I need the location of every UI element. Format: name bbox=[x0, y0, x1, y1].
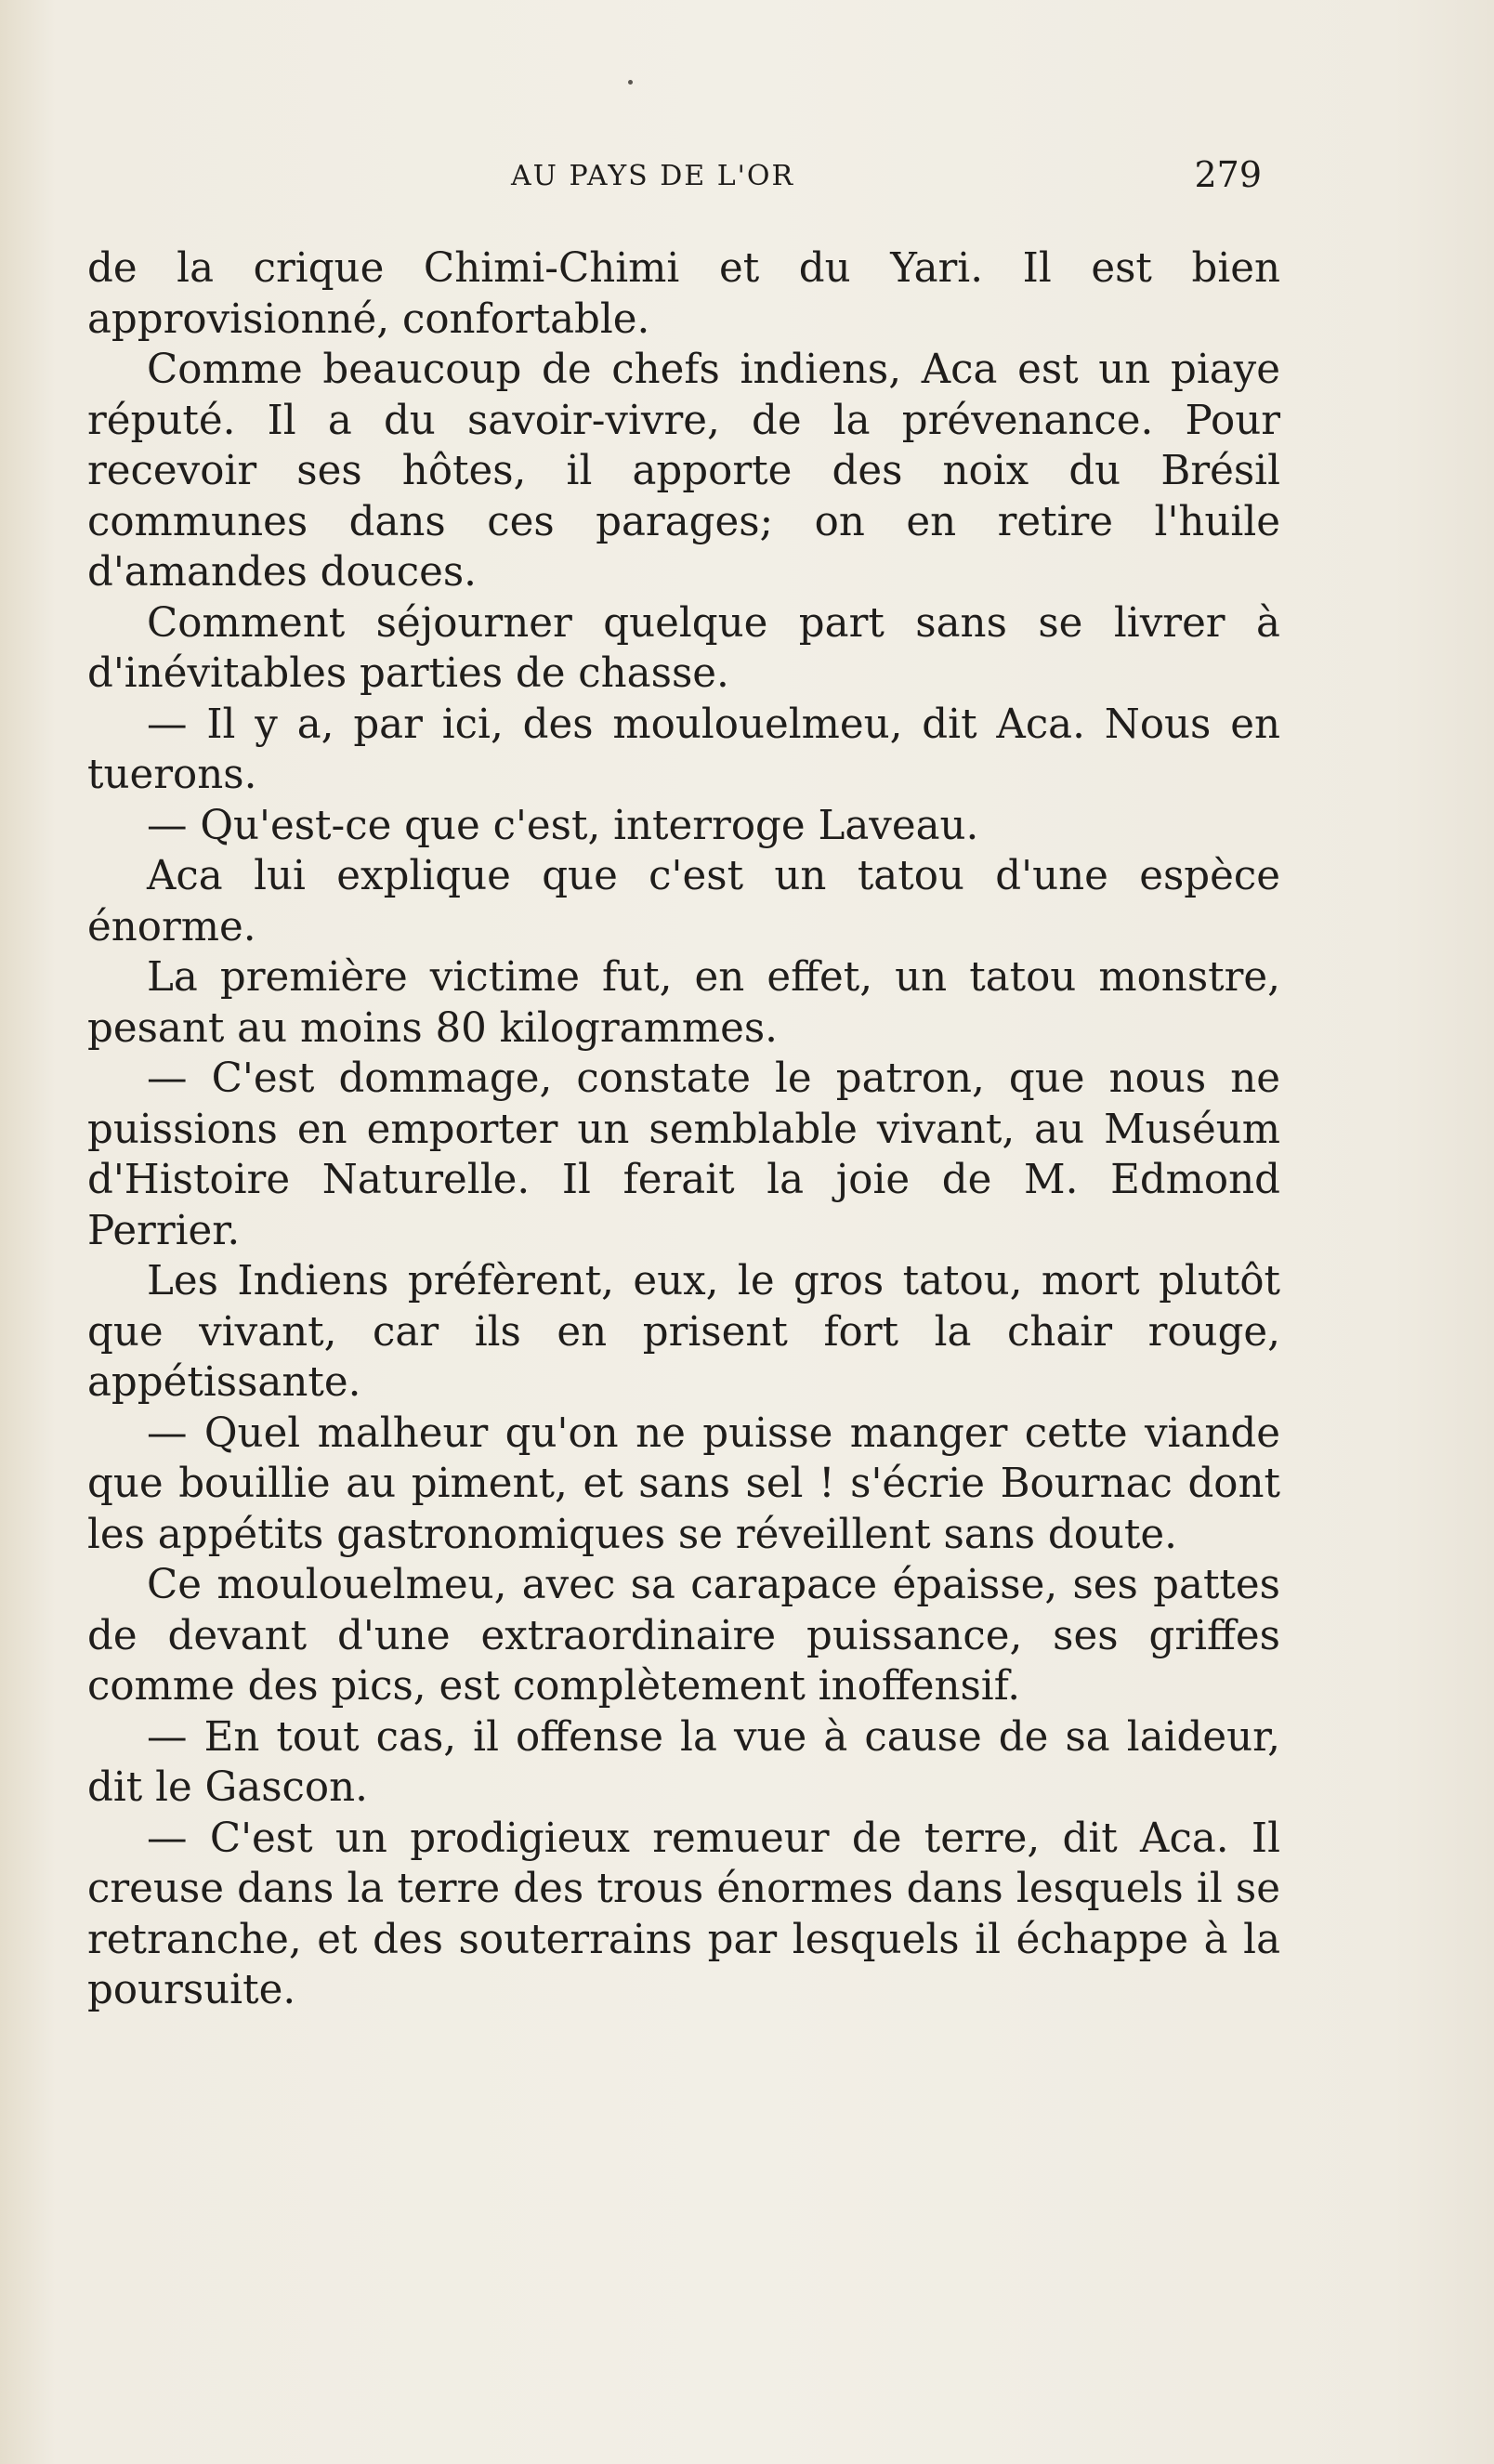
body-text bbox=[87, 243, 1280, 2016]
page-header bbox=[502, 154, 1262, 201]
paragraph: Comme beaucoup de chefs indiens, Aca est un piaye réputé. Il a du savoir-vivre, de la prévenance. Pour recevoir ses hôtes, il apporte des noix du Brésil communes dans ces parages; on en retire l'huile d'amandes douces. bbox=[87, 347, 1280, 596]
paragraph: — Il y a, par ici, des moulouelmeu, dit Aca. Nous en tuerons. bbox=[87, 701, 1280, 798]
page-number: 279 bbox=[1194, 154, 1262, 195]
paragraph: — En tout cas, il offense la vue à cause de sa laideur, dit le Gascon. bbox=[87, 1713, 1280, 1811]
paragraph: Ce moulouelmeu, avec sa carapace épaisse, ses pattes de devant d'une extraordinaire puissance, ses griffes comme des pics, est complètement inoffensif. bbox=[87, 1562, 1280, 1710]
paragraph: — C'est dommage, constate le patron, que nous ne puissions en emporter un semblable vivant, au Muséum d'Histoire Naturelle. Il ferait la joie de M. Edmond Perrier. bbox=[87, 1055, 1280, 1254]
paragraph: Comment séjourner quelque part sans se livrer à d'inévitables parties de chasse. bbox=[87, 599, 1280, 697]
paragraph: Aca lui explique que c'est un tatou d'une espèce énorme. bbox=[87, 853, 1280, 950]
paragraph: de la crique Chimi-Chimi et du Yari. Il est bien approvisionné, confortable. bbox=[87, 245, 1280, 343]
paragraph: Les Indiens préfèrent, eux, le gros tatou, mort plutôt que vivant, car ils en prisent fort la chair rouge, appétissante. bbox=[87, 1258, 1280, 1406]
paragraph: — Qu'est-ce que c'est, interroge Laveau. bbox=[147, 802, 979, 849]
paragraph: La première victime fut, en effet, un tatou monstre, pesant au moins 80 kilogrammes. bbox=[87, 954, 1280, 1052]
paragraph: — Quel malheur qu'on ne puisse manger cette viande que bouillie au piment, et sans sel ! s'écrie Bournac dont les appétits gastronomiques se réveillent sans doute. bbox=[87, 1409, 1280, 1558]
paragraph: — C'est un prodigieux remueur de terre, dit Aca. Il creuse dans la terre des trous énormes dans lesquels il se retranche, et des souterrains par lesquels il échappe à la poursuite. bbox=[87, 1815, 1280, 2013]
running-title: AU PAYS DE L'OR bbox=[511, 160, 795, 192]
print-speck bbox=[628, 80, 633, 85]
